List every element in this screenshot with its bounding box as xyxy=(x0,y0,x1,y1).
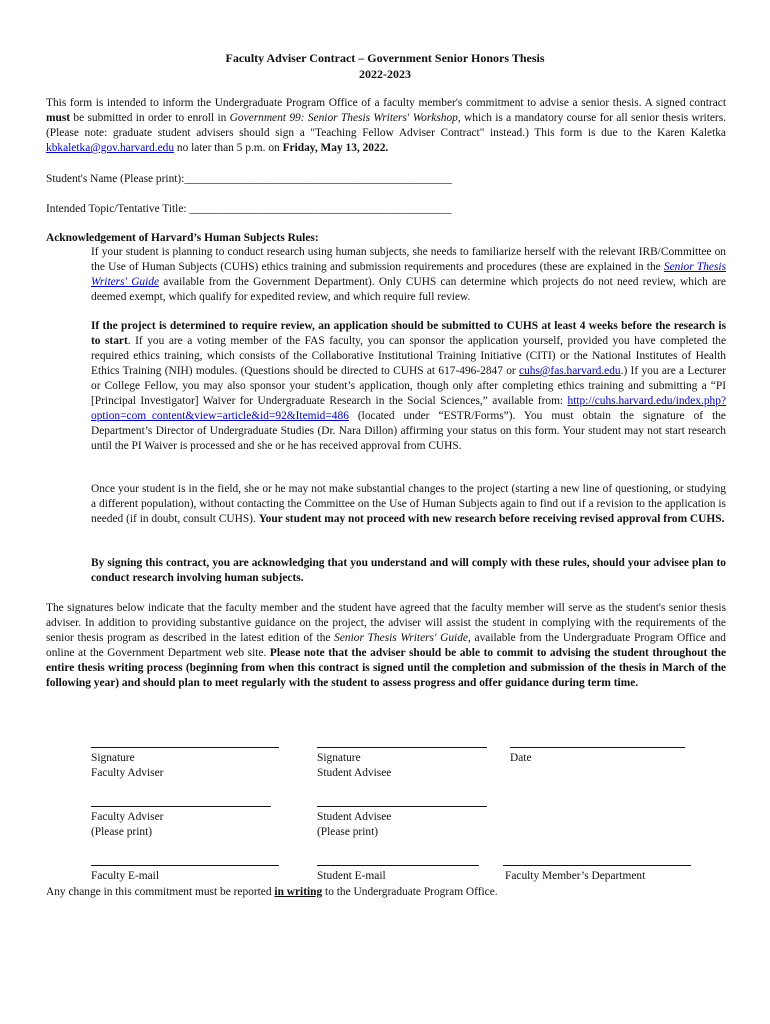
footer-note: Any change in this commitment must be reported in writing to the Undergraduate Program Office. xyxy=(46,886,498,898)
faculty-email-line[interactable] xyxy=(91,865,279,866)
faculty-department-label: Faculty Member’s Department xyxy=(505,870,646,882)
faculty-adviser-print-label: Faculty Adviser xyxy=(91,811,164,823)
faculty-email-label: Faculty E-mail xyxy=(91,870,160,882)
academic-year: 2022-2023 xyxy=(359,67,411,81)
human-subjects-paragraph-1: If your student is planning to conduct research using human subjects, she needs to familiarize herself with the relevant IRB/Committee on the Use of Human Subjects (CUHS) ethics training and submission requirements and procedures (these are explained in the Senior Thesis Writers' Guide available from the Government Department). Only CUHS can determine which projects do not need review, which are deemed exempt, which qualify for expedited review, and which require full review. xyxy=(91,246,726,303)
student-advisee-print-label: Student Advisee xyxy=(317,811,392,823)
please-print-label-2: (Please print) xyxy=(317,826,379,838)
signature-label-1: Signature xyxy=(91,752,135,764)
faculty-signature-line[interactable] xyxy=(91,747,279,748)
topic-field[interactable]: Intended Topic/Tentative Title: ______________________________________________ xyxy=(46,203,452,215)
signature-label-2: Signature xyxy=(317,752,361,764)
faculty-department-line[interactable] xyxy=(503,865,691,866)
faculty-adviser-label: Faculty Adviser xyxy=(91,767,164,779)
student-print-line[interactable] xyxy=(317,806,487,807)
cuhs-email-link[interactable]: cuhs@fas.harvard.edu xyxy=(519,365,621,377)
human-subjects-heading: Acknowledgement of Harvard’s Human Subjects Rules: xyxy=(46,232,319,244)
student-email-line[interactable] xyxy=(317,865,479,866)
document-title: Faculty Adviser Contract – Government Senior Honors Thesis xyxy=(225,51,545,65)
student-email-label: Student E-mail xyxy=(317,870,386,882)
human-subjects-paragraph-3: Once your student is in the field, she or he may not make substantial changes to the project (starting a new line of questioning, or studying a different population), without contacting the Committee on the Use of Human Subjects again to find out if a revision to the application is needed (if in doubt, consult CUHS). Your student may not proceed with new research before receiving revised approval from CUHS. xyxy=(91,483,726,525)
student-advisee-label: Student Advisee xyxy=(317,767,392,779)
please-print-label-1: (Please print) xyxy=(91,826,153,838)
intro-paragraph: This form is intended to inform the Undergraduate Program Office of a faculty member's commitment to advise a senior thesis. A signed contract must be submitted in order to enroll in Government 99: Senior Thesis Writers' Workshop, which is a mandatory course for all senior thesis writers. (Please note: graduate student advisers should sign a "Teaching Fellow Adviser Contract" instead.) This form is due to the Karen Kaletka kbkaletka@gov.harvard.edu no later than 5 p.m. on Friday, May 13, 2022. xyxy=(46,97,726,154)
cuhs-url-link[interactable]: http://cuhs.harvard.edu/index.php?option=com_content&view=article&id=92&Itemid=486 xyxy=(91,395,726,422)
signatures-paragraph: The signatures below indicate that the faculty member and the student have agreed that the faculty member will serve as the student's senior thesis adviser. In addition to providing substantive guidance on the project, the adviser will assist the student in complying with the requirements of the senior thesis program as described in the latest edition of the Senior Thesis Writers' Guide, available from the Undergraduate Program Office and online at the Government Department web site. Please note that the adviser should be able to commit to advising the student throughout the entire thesis writing process (beginning from when this contract is signed until the completion and submission of the thesis in March of the following year) and should plan to meet regularly with the student to assess progress and offer guidance during term time. xyxy=(46,602,727,689)
human-subjects-paragraph-2: If the project is determined to require review, an application should be submitted to CUHS at least 4 weeks before the research is to start. If you are a voting member of the FAS faculty, you can sponsor the application yourself, provided you have completed the required ethics training, which consists of the Collaborative Institutional Training Initiative (CITI) or the National Institutes of Health Ethics Training (NIH) modules. (Questions should be directed to CUHS at 617-496-2847 or cuhs@fas.harvard.edu.) If you are a Lecturer or College Fellow, you may also sponsor your student’s application, though only after completing ethics training and submitting a “PI [Principal Investigator] Waiver for Undergraduate Research in the Social Sciences,” available from: http://cuhs.harvard.edu/index.php?option=com_content&view=article&id=92&Itemid=486 (located under “ESTR/Forms”). You must obtain the signature of the Department’s Director of Undergraduate Studies (Dr. Nara Dillon) affirming your status on this form. Your student may not start research until the PI Waiver is processed and she or he has received approval from CUHS. xyxy=(91,320,726,452)
human-subjects-paragraph-4: By signing this contract, you are acknowledging that you understand and will comply with these rules, should your advisee plan to conduct research involving human subjects. xyxy=(91,557,726,584)
date-label: Date xyxy=(510,752,532,764)
faculty-print-line[interactable] xyxy=(91,806,271,807)
contact-email-link[interactable]: kbkaletka@gov.harvard.edu xyxy=(46,142,175,154)
student-signature-line[interactable] xyxy=(317,747,487,748)
date-line[interactable] xyxy=(510,747,685,748)
guide-link[interactable]: Senior Thesis Writers' Guide xyxy=(91,261,726,288)
student-name-field[interactable]: Student's Name (Please print):_______________________________________________ xyxy=(46,173,453,185)
